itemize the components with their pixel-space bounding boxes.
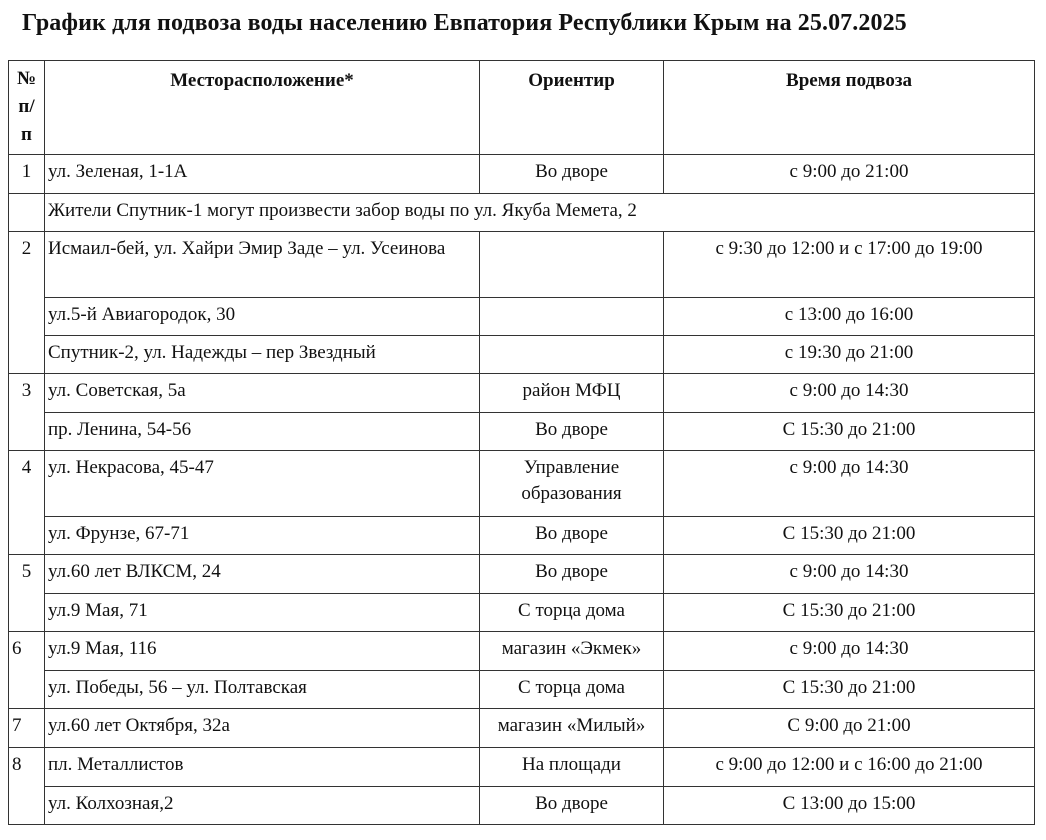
time-cell: С 13:00 до 15:00 [664,787,1035,825]
row-number: 1 [9,155,45,194]
location-cell: ул.5-й Авиагородок, 30 [45,298,480,336]
table-row [9,374,1035,413]
table-row [9,298,1035,336]
time-cell: с 9:00 до 21:00 [664,155,1035,194]
row-number: 7 [9,709,45,748]
landmark-cell: Во дворе [480,155,664,194]
table-row [9,787,1035,825]
table-row [9,709,1035,748]
table-row [9,517,1035,555]
header-time: Время подвоза [664,61,1035,155]
location-cell: Спутник-2, ул. Надежды – пер Звездный [45,336,480,374]
landmark-cell: магазин «Экмек» [480,632,664,671]
table-row [9,336,1035,374]
row-number: 3 [9,374,45,451]
table-header-row [9,61,1035,155]
landmark-cell: Во дворе [480,555,664,594]
header-num: № п/ п [9,61,45,155]
landmark-cell: С торца дома [480,594,664,632]
page-title: График для подвоза воды населению Евпатория Республики Крым на 25.07.2025 [22,10,907,36]
row-number: 6 [9,632,45,709]
landmark-cell: Во дворе [480,517,664,555]
location-cell: ул. Зеленая, 1-1А [45,155,480,194]
note-cell: Жители Спутник-1 могут произвести забор воды по ул. Якуба Мемета, 2 [45,194,1035,232]
time-cell: с 9:00 до 14:30 [664,451,1035,517]
table-row [9,413,1035,451]
table-row [9,594,1035,632]
row-number: 2 [9,232,45,374]
table-row [9,671,1035,709]
landmark-cell [480,298,664,336]
time-cell: с 9:00 до 12:00 и с 16:00 до 21:00 [664,748,1035,787]
landmark-cell: район МФЦ [480,374,664,413]
time-cell: с 19:30 до 21:00 [664,336,1035,374]
time-cell: с 9:00 до 14:30 [664,632,1035,671]
time-cell: с 9:30 до 12:00 и с 17:00 до 19:00 [664,232,1035,298]
table-row [9,748,1035,787]
location-cell: ул.60 лет Октября, 32а [45,709,480,748]
water-schedule-table [8,60,1035,825]
table-row [9,155,1035,194]
time-cell: С 15:30 до 21:00 [664,671,1035,709]
time-cell: С 15:30 до 21:00 [664,517,1035,555]
location-cell: пр. Ленина, 54-56 [45,413,480,451]
landmark-cell: На площади [480,748,664,787]
location-cell: ул. Советская, 5а [45,374,480,413]
time-cell: с 9:00 до 14:30 [664,555,1035,594]
location-cell: ул. Колхозная,2 [45,787,480,825]
location-cell: пл. Металлистов [45,748,480,787]
table-row [9,451,1035,517]
landmark-cell: Во дворе [480,413,664,451]
location-cell: ул.60 лет ВЛКСМ, 24 [45,555,480,594]
location-cell: ул.9 Мая, 116 [45,632,480,671]
landmark-cell: Во дворе [480,787,664,825]
location-cell: ул. Фрунзе, 67-71 [45,517,480,555]
time-cell: С 15:30 до 21:00 [664,594,1035,632]
header-landmark: Ориентир [480,61,664,155]
landmark-cell: магазин «Милый» [480,709,664,748]
table-row [9,232,1035,298]
landmark-cell: С торца дома [480,671,664,709]
location-cell: Исмаил-бей, ул. Хайри Эмир Заде – ул. Усеинова [45,232,480,298]
table-row [9,632,1035,671]
header-location: Месторасположение* [45,61,480,155]
note-row [9,194,1035,232]
table-row [9,555,1035,594]
time-cell: С 9:00 до 21:00 [664,709,1035,748]
row-number: 4 [9,451,45,555]
landmark-cell [480,336,664,374]
landmark-cell [480,232,664,298]
location-cell: ул.9 Мая, 71 [45,594,480,632]
time-cell: с 9:00 до 14:30 [664,374,1035,413]
location-cell: ул. Победы, 56 – ул. Полтавская [45,671,480,709]
time-cell: С 15:30 до 21:00 [664,413,1035,451]
time-cell: с 13:00 до 16:00 [664,298,1035,336]
location-cell: ул. Некрасова, 45-47 [45,451,480,517]
row-number-empty [9,194,45,232]
row-number: 5 [9,555,45,632]
row-number: 8 [9,748,45,825]
landmark-cell: Управление образования [480,451,664,517]
